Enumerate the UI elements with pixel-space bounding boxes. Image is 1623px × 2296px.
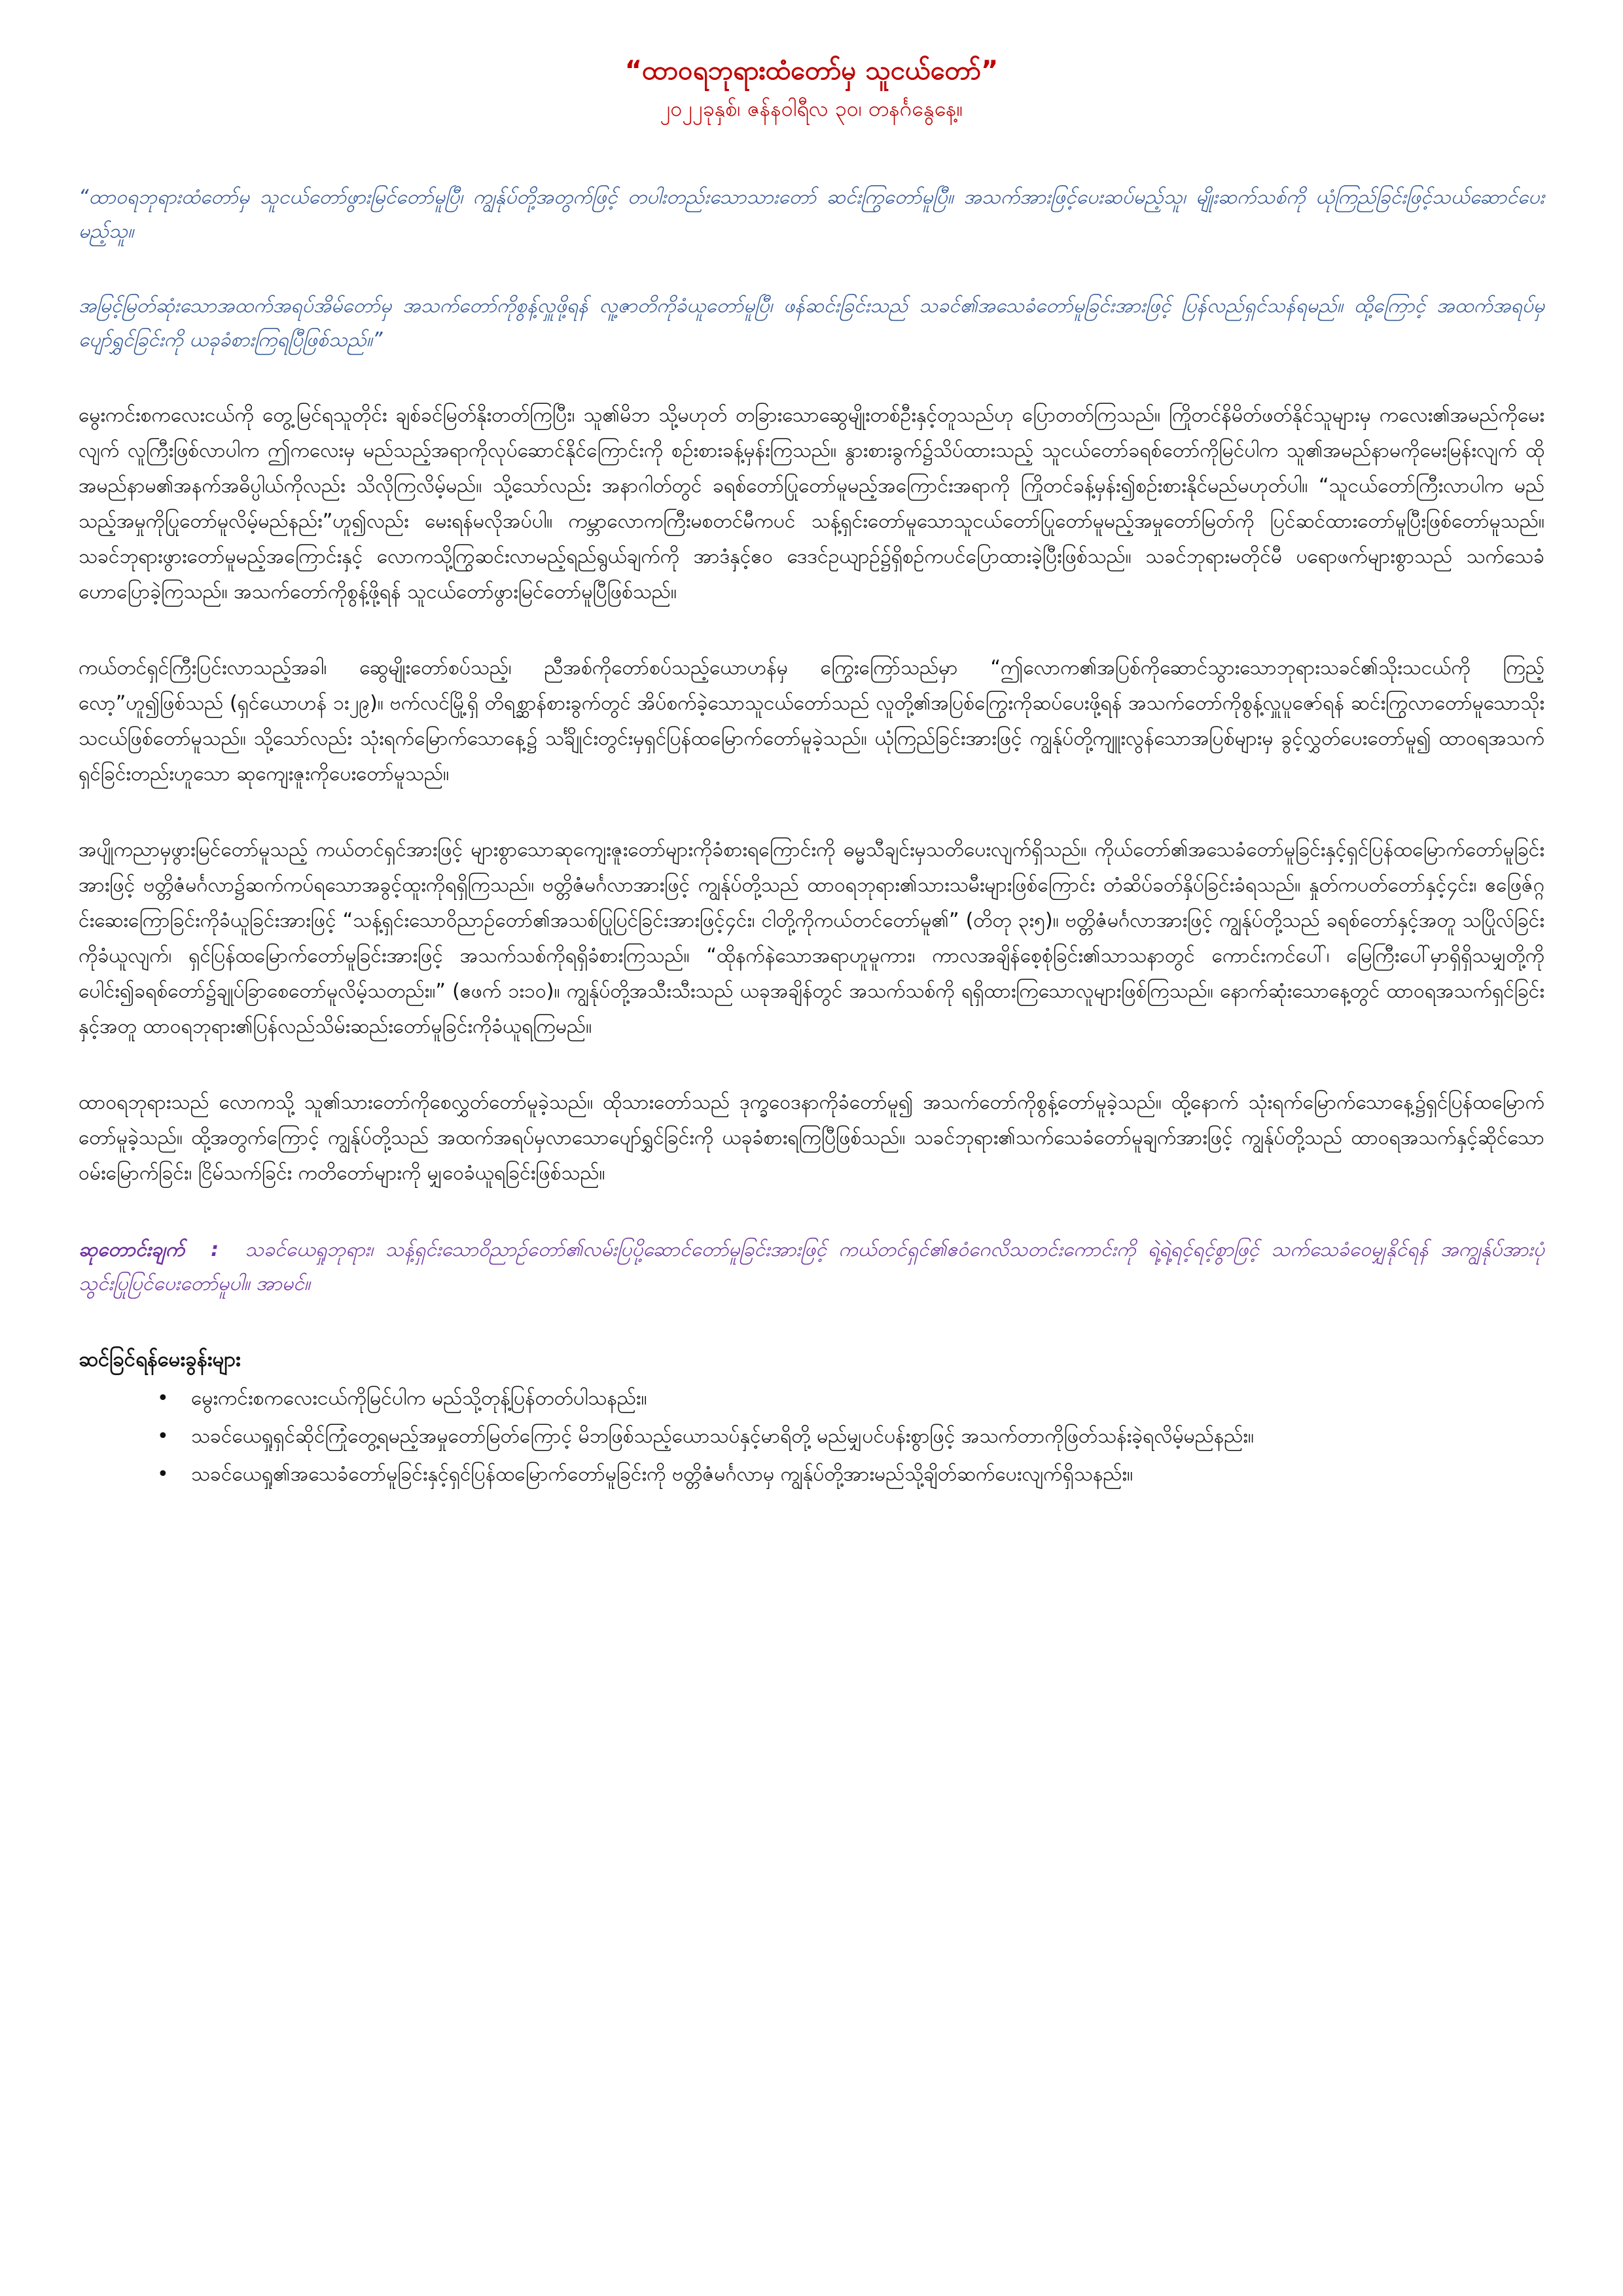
- date-line: ၂၀၂၂ခုနှစ်၊ ဇန်နဝါရီလ ၃၀၊ တနင်္ဂနွေနေ့။: [660, 96, 963, 121]
- prayer-label: ဆုတောင်းချက်: [79, 1238, 185, 1261]
- prayer-separator: :: [211, 1238, 219, 1261]
- bullet-icon: •: [157, 1425, 169, 1448]
- prayer-section: [79, 1233, 1544, 1301]
- prayer-text: သခင်ယေရှုဘုရား၊ သန့်ရှင်းသောဝိညာဉ်တော်၏လမ်းပြပို့ဆောင်တော်မူခြင်းအားဖြင့် ကယ်တင်ရှင်၏ဧဝံဂေလိသတင်းကောင်းကို ရဲ့ရဲ့ရင့်ရင့်စွာဖြင့် သက်သေခံဝေမျှနိုင်ရန် အကျွန်ုပ်အားပုံသွင်းပြုပြင်ပေးတော်မူပါ။ အာမင်။: [79, 1238, 1544, 1295]
- bullet-icon: •: [157, 1387, 169, 1410]
- question-text: သခင်ယေရှု၏အသေခံတော်မူခြင်းနှင့်ရှင်ပြန်ထမြောက်တော်မူခြင်းကို ဗတ္တိဇံမင်္ဂလာမှ ကျွန်ုပ်တို့အားမည်သို့ချိတ်ဆက်ပေးလျက်ရှိသနည်း။: [191, 1463, 1133, 1486]
- body-paragraph-4: ထာဝရဘုရားသည် လောကသို့ သူ၏သားတော်ကိုစေလွှတ်တော်မူခဲ့သည်။ ထိုသားတော်သည် ဒုက္ခဝေဒနာကိုခံတော်မူ၍ အသက်တော်ကိုစွန့်တော်မူခဲ့သည်။ ထို့နောက် သုံးရက်မြောက်သောနေ့၌ရှင်ပြန်ထမြောက်တော်မူခဲ့သည်။ ထို့အတွက်ကြောင့် ကျွန်ုပ်တို့သည် အထက်အရပ်မှလာသောပျော်ရွှင်ခြင်းကို ယခုခံစားရကြပြီဖြစ်သည်။ သခင်ဘုရား၏သက်သေခံတော်မူချက်အားဖြင့် ကျွန်ုပ်တို့သည် ထာဝရအသက်နှင့်ဆိုင်သော ဝမ်းမြောက်ခြင်း၊ ငြိမ်သက်ခြင်း ကတိတော်များကို မျှဝေခံယူရခြင်းဖြစ်သည်။: [79, 1091, 1544, 1185]
- opening-quote-2: အမြင့်မြတ်ဆုံးသောအထက်အရပ်အိမ်တော်မှ အသက်တော်ကိုစွန့်လှူဖို့ရန် လူ့ဇာတိကိုခံယူတော်မူပြီ၊ ဖန်ဆင်းခြင်းသည် သခင်၏အသေခံတော်မူခြင်းအားဖြင့် ပြန်လည်ရှင်သန်ရမည်။ ထို့ကြောင့် အထက်အရပ်မှ ပျော်ရွှင်ခြင်းကို ယခုခံစားကြရပြီဖြစ်သည်။”: [79, 295, 1544, 351]
- list-item: [157, 1418, 1544, 1456]
- question-text: သခင်ယေရှုရှင်ဆိုင်ကြုံတွေ့ရမည့်အမှုတော်မြတ်ကြောင့် မိဘဖြစ်သည့်ယောသပ်နှင့်မာရိတို့ မည်မျှပင်ပန်းစွာဖြင့် အသက်တာကိုဖြတ်သန်းခဲ့ရလိမ့်မည်နည်း။: [191, 1425, 1254, 1448]
- list-item: [157, 1456, 1544, 1494]
- body-paragraph-2: ကယ်တင်ရှင်ကြီးပြင်းလာသည့်အခါ၊ ဆွေမျိုးတော်စပ်သည့်၊ ညီအစ်ကိုတော်စပ်သည့်ယောဟန်မှ ကြွေးကြော်သည်မှာ “ဤလောက၏အပြစ်ကိုဆောင်သွားသောဘုရားသခင်၏သိုးသငယ်ကို ကြည့်လော့”ဟူ၍ဖြစ်သည် (ရှင်ယောဟန် ၁း၂၉)။ ဗက်လင်မြို့ရှိ တိရစ္ဆာန်စားခွက်တွင် အိပ်စက်ခဲ့သောသူငယ်တော်သည် လူတို့၏အပြစ်ကြွေးကိုဆပ်ပေးဖို့ရန် အသက်တော်ကိုစွန့်လှူပူဇော်ရန် ဆင်းကြွလာတော်မူသောသိုးသငယ်ဖြစ်တော်မူသည်။ သို့သော်လည်း သုံးရက်မြောက်သောနေ့၌ သင်္ချိုင်းတွင်းမှရှင်ပြန်ထမြောက်တော်မူခဲ့သည်။ ယုံကြည်ခြင်းအားဖြင့် ကျွန်ုပ်တို့ကျူးလွန်သောအပြစ်များမှ ခွင့်လွှတ်ပေးတော်မူ၍ ထာဝရအသက်ရှင်ခြင်းတည်းဟူသော ဆုကျေးဇူးကိုပေးတော်မူသည်။: [79, 656, 1544, 785]
- opening-quote-1: “ထာဝရဘုရားထံတော်မှ သူငယ်တော်ဖွားမြင်တော်မူပြီ၊ ကျွန်ုပ်တို့အတွက်ဖြင့် တပါးတည်းသောသားတော် ဆင်းကြွတော်မူပြီ။ အသက်အားဖြင့်ပေးဆပ်မည့်သူ၊ မျိုးဆက်သစ်ကို ယုံကြည်ခြင်းဖြင့်သယ်ဆောင်ပေးမည့်သူ။: [79, 186, 1544, 243]
- questions-list: [79, 1380, 1544, 1494]
- body-paragraph-1: မွေးကင်းစကလေးငယ်ကို တွေ့မြင်ရသူတိုင်း ချစ်ခင်မြတ်နိုးတတ်ကြပြီး၊ သူ၏မိဘ သို့မဟုတ် တခြားသောဆွေမျိုးတစ်ဦးနှင့်တူသည်ဟု ပြောတတ်ကြသည်။ ကြိုတင်နိမိတ်ဖတ်နိုင်သူများမှ ကလေး၏အမည်ကိုမေးလျက် လူကြီးဖြစ်လာပါက ဤကလေးမှ မည်သည့်အရာကိုလုပ်ဆောင်နိုင်ကြောင်းကို စဉ်းစားခန့်မှန်းကြသည်။ နွားစားခွက်၌သိပ်ထားသည့် သူငယ်တော်ခရစ်တော်ကိုမြင်ပါက သူ၏အမည်နာမကိုမေးမြန်းလျက် ထိုအမည်နာမ၏အနက်အဓိပ္ပါယ်ကိုလည်း သိလိုကြလိမ့်မည်။ သို့သော်လည်း အနာဂါတ်တွင် ခရစ်တော်ပြုတော်မူမည့်အကြောင်းအရာကို ကြိုတင်ခန့်မှန်း၍စဉ်းစားနိုင်မည်မဟုတ်ပါ။ “သူငယ်တော်ကြီးလာပါက မည်သည့်အမှုကိုပြုတော်မူလိမ့်မည်နည်း”ဟူ၍လည်း မေးရန်မလိုအပ်ပါ။ ကမ္ဘာလောကကြီးမစတင်မီကပင် သန့်ရှင်းတော်မူသောသူငယ်တော်ပြုတော်မူမည့်အမှုတော်မြတ်ကို ပြင်ဆင်ထားတော်မူပြီးဖြစ်တော်မူသည်။ သခင်ဘုရားဖွားတော်မူမည့်အကြောင်းနှင့် လောကသို့ကြွဆင်းလာမည့်ရည်ရွယ်ချက်ကို အာဒံနှင့်ဧဝ ဒေဒင်ဥယျာဉ်၌ရှိစဉ်ကပင်ပြောထားခဲ့ပြီးဖြစ်သည်။ သခင်ဘုရားမတိုင်မီ ပရောဖက်များစွာသည် သက်သေခံဟောပြောခဲ့ကြသည်။ အသက်တော်ကိုစွန့်ဖို့ရန် သူငယ်တော်ဖွားမြင်တော်မူပြီဖြစ်သည်။: [79, 404, 1544, 603]
- questions-heading: ဆင်ခြင်ရန်မေးခွန်းများ: [79, 1348, 241, 1371]
- list-item: [157, 1380, 1544, 1418]
- page-title: “ထာဝရဘုရားထံတော်မှ သူငယ်တော်”: [624, 56, 999, 86]
- question-text: မွေးကင်းစကလေးငယ်ကိုမြင်ပါက မည်သို့တုန့်ပြန်တတ်ပါသနည်း။: [191, 1387, 647, 1410]
- bullet-icon: •: [157, 1463, 169, 1486]
- body-paragraph-3: အပျိုကညာမှဖွားမြင်တော်မူသည့် ကယ်တင်ရှင်အားဖြင့် များစွာသောဆုကျေးဇူးတော်များကိုခံစားရကြောင်းကို ဓမ္မသီချင်းမှသတိပေးလျက်ရှိသည်။ ကိုယ်တော်၏အသေခံတော်မူခြင်းနှင့်ရှင်ပြန်ထမြောက်တော်မူခြင်းအားဖြင့် ဗတ္တိဇံမင်္ဂလာ၌ဆက်ကပ်ရသောအခွင့်ထူးကိုရရှိကြသည်။ ဗတ္တိဇံမင်္ဂလာအားဖြင့် ကျွန်ုပ်တို့သည် ထာဝရဘုရား၏သားသမီးများဖြစ်ကြောင်း တံဆိပ်ခတ်နှိပ်ခြင်းခံရသည်။ နှုတ်ကပတ်တော်နှင့်၄င်း၊ ဧဖြေဇ်ဂ္ဂင်းဆေးကြောခြင်းကိုခံယူခြင်းအားဖြင့် “သန့်ရှင်းသောဝိညာဉ်တော်၏အသစ်ပြုပြင်ခြင်းအားဖြင့်၄င်း၊ ငါတို့ကိုကယ်တင်တော်မူ၏” (တိတု ၃း၅)။ ဗတ္တိဇံမင်္ဂလာအားဖြင့် ကျွန်ုပ်တို့သည် ခရစ်တော်နှင့်အတူ သပြိုလ်ခြင်းကိုခံယူလျက်၊ ရှင်ပြန်ထမြောက်တော်မူခြင်းအားဖြင့် အသက်သစ်ကိုရရှိခံစားကြသည်။ “ထိုနက်နဲသောအရာဟူမူကား၊ ကာလအချိန်စေ့စုံခြင်း၏သာသနာတွင် ကောင်းကင်ပေါ်၊ မြေကြီးပေါ်မှာရှိရှိသမျှတို့ကို ပေါင်း၍ခရစ်တော်၌ချုပ်ခြာစေတော်မူလိမ့်သတည်း။” (ဧဖက် ၁း၁၀)။ ကျွန်ုပ်တို့အသီးသီးသည် ယခုအချိန်တွင် အသက်သစ်ကို ရရှိထားကြသောလူများဖြစ်ကြသည်။ နောက်ဆုံးသောနေ့တွင် ထာဝရအသက်ရှင်ခြင်းနှင့်အတူ ထာဝရဘုရား၏ပြန်လည်သိမ်းဆည်းတော်မူခြင်းကိုခံယူရကြမည်။: [79, 838, 1544, 1038]
